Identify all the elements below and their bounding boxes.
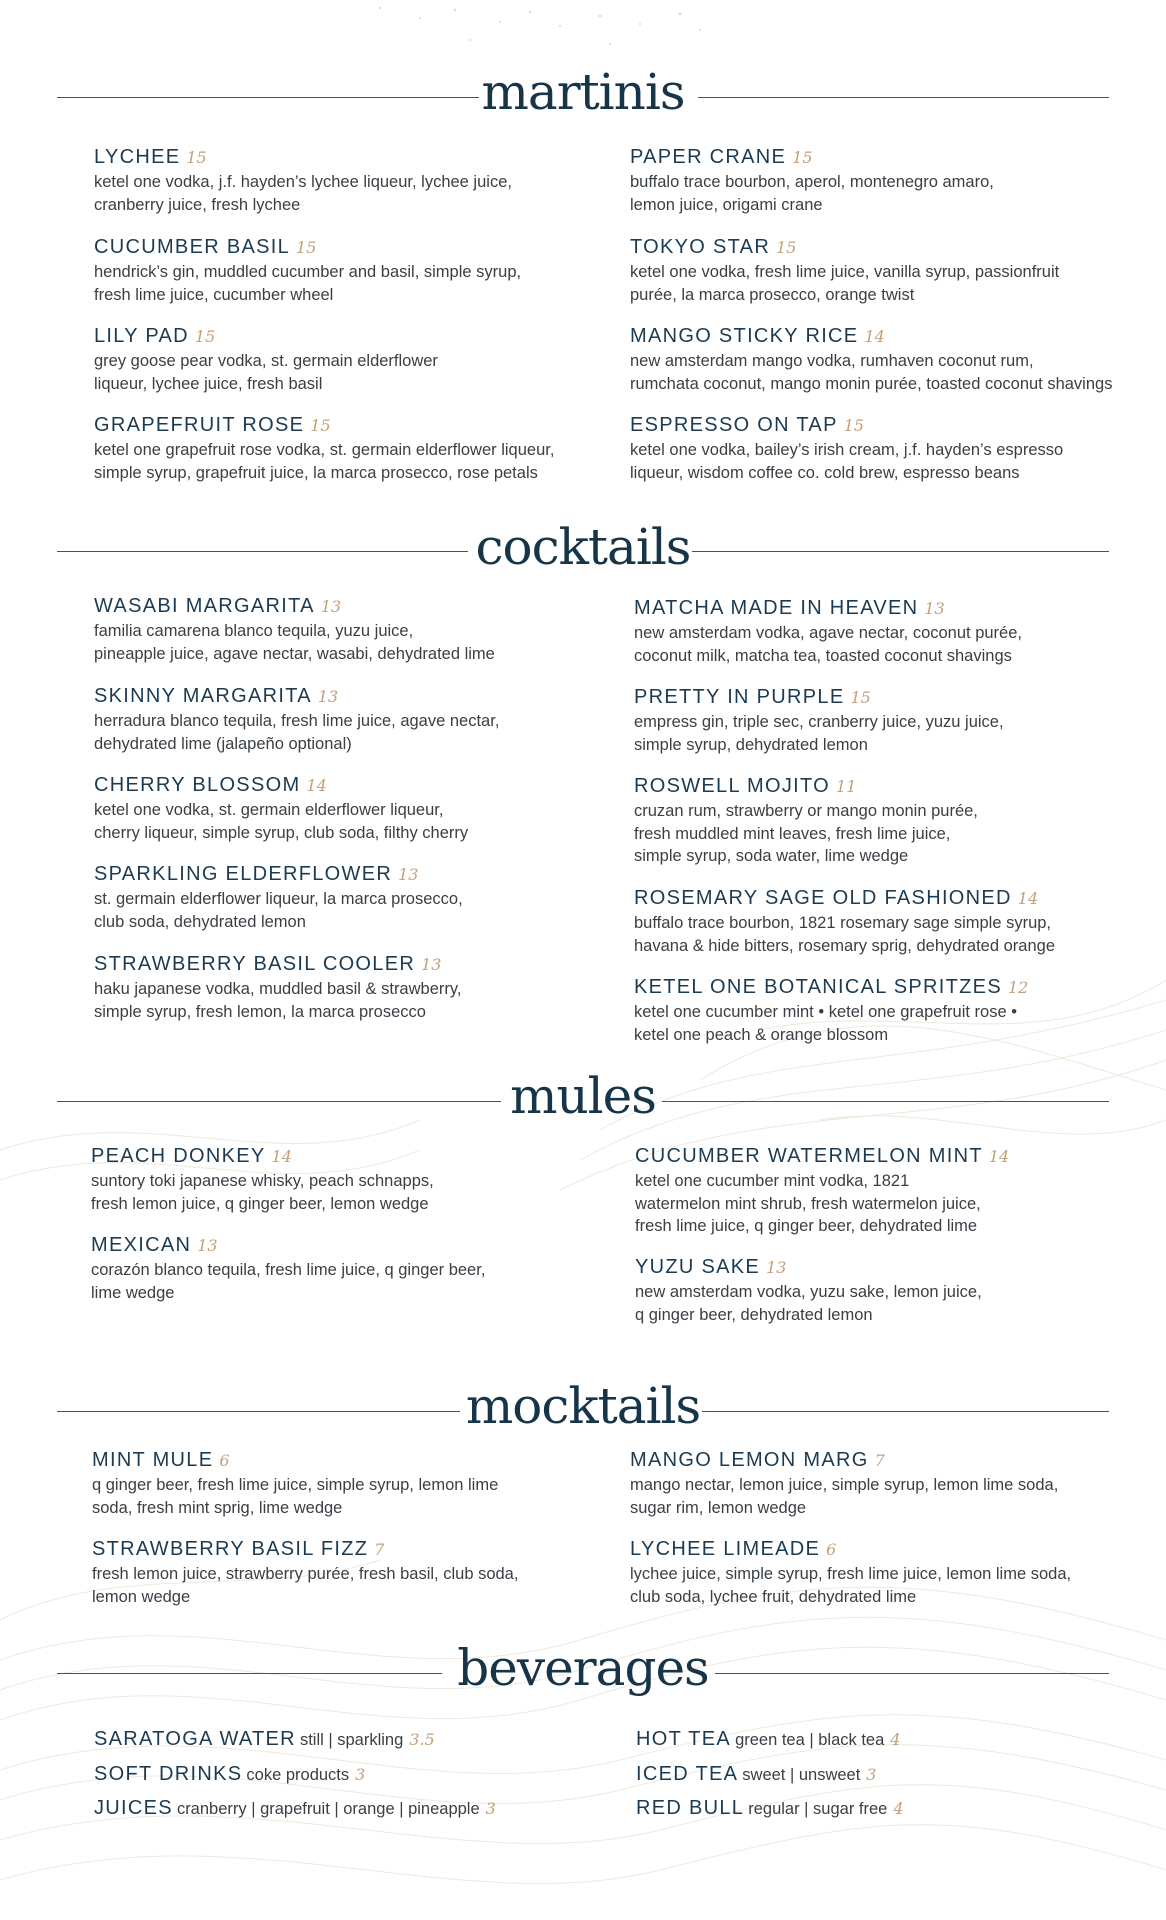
item-description: herradura blanco tequila, fresh lime juice, agave nectar, dehydrated lime (jalapeño optional)	[94, 712, 500, 753]
item-description: ketel one vodka, st. germain elderflower liqueur, cherry liqueur, simple syrup, club soda, filthy cherry	[94, 801, 469, 842]
mules-section-title: mules	[510, 1067, 656, 1125]
item-price: 6	[219, 1451, 230, 1470]
item-price: 6	[826, 1540, 837, 1559]
item-price: 14	[271, 1147, 292, 1166]
item-description: grey goose pear vodka, st. germain elderflower liqueur, lychee juice, fresh basil	[94, 352, 438, 393]
item-price: 12	[1007, 978, 1029, 997]
item-name: MANGO STICKY RICE	[630, 325, 859, 347]
item-name: CUCUMBER BASIL	[94, 236, 291, 258]
beverages-section-title: beverages	[457, 1639, 709, 1697]
item-description: fresh lemon juice, strawberry purée, fresh basil, club soda, lemon wedge	[92, 1565, 519, 1606]
item-name: LILY PAD	[94, 325, 189, 347]
item-description: lychee juice, simple syrup, fresh lime juice, lemon lime soda, club soda, lychee fruit, dehydrated lime	[630, 1565, 1072, 1606]
item-name: PEACH DONKEY	[91, 1145, 266, 1167]
item-name: LYCHEE	[94, 146, 181, 168]
menu-item-mango-lemon-marg	[630, 1448, 1058, 1519]
item-price: 7	[874, 1451, 885, 1470]
menu-item-lychee	[94, 145, 512, 216]
menu-item-wasabi-margarita	[94, 594, 495, 665]
item-price: 3	[866, 1765, 877, 1784]
menu-item-mango-sticky-rice	[630, 324, 1112, 395]
beverage-soft-drinks	[94, 1762, 365, 1787]
item-options: coke products	[246, 1766, 350, 1784]
item-name: STRAWBERRY BASIL COOLER	[94, 953, 416, 975]
item-description: new amsterdam mango vodka, rumhaven coconut rum, rumchata coconut, mango monin purée, toasted coconut shavings	[630, 352, 1113, 393]
item-name: CUCUMBER WATERMELON MINT	[635, 1145, 983, 1167]
item-description: ketel one cucumber mint • ketel one grapefruit rose • ketel one peach & orange blossom	[634, 1003, 1017, 1044]
item-name: PRETTY IN PURPLE	[634, 686, 845, 708]
item-price: 15	[310, 416, 331, 435]
item-price: 15	[194, 327, 216, 346]
item-price: 4	[893, 1799, 904, 1818]
menu-item-rosemary-sage-old-fashioned	[634, 886, 1055, 957]
menu-item-cherry-blossom	[94, 773, 468, 844]
item-price: 7	[374, 1540, 385, 1559]
item-description: hendrick’s gin, muddled cucumber and basil, simple syrup, fresh lime juice, cucumber wheel	[94, 263, 522, 304]
item-description: cruzan rum, strawberry or mango monin purée, fresh muddled mint leaves, fresh lime juice, simple syrup, soda water, lime wedge	[634, 802, 978, 865]
martinis-section-title: martinis	[481, 63, 685, 121]
menu-item-skinny-margarita	[94, 684, 499, 755]
item-options: cranberry | grapefruit | orange | pineapple	[176, 1800, 480, 1818]
beverage-red-bull	[636, 1796, 904, 1821]
item-name: SARATOGA WATER	[94, 1728, 296, 1750]
menu-item-lychee-limeade	[630, 1537, 1071, 1608]
item-price: 13	[766, 1258, 787, 1277]
item-price: 13	[317, 687, 339, 706]
item-name: KETEL ONE BOTANICAL SPRITZES	[634, 976, 1002, 998]
beverage-iced-tea	[636, 1762, 876, 1787]
item-description: ketel one vodka, fresh lime juice, vanilla syrup, passionfruit purée, la marca prosecco, orange twist	[630, 263, 1060, 304]
item-options: sweet | unsweet	[742, 1766, 861, 1784]
item-name: MINT MULE	[92, 1449, 214, 1471]
item-options: regular | sugar free	[748, 1800, 888, 1818]
item-name: ROSWELL MOJITO	[634, 775, 831, 797]
item-name: LYCHEE LIMEADE	[630, 1538, 821, 1560]
item-description: corazón blanco tequila, fresh lime juice, q ginger beer, lime wedge	[91, 1261, 486, 1302]
item-price: 13	[421, 955, 442, 974]
item-description: ketel one grapefruit rose vodka, st. germain elderflower liqueur, simple syrup, grapefruit juice, la marca prosecco, rose petals	[94, 441, 555, 482]
menu-item-mint-mule	[92, 1448, 498, 1519]
item-description: ketel one cucumber mint vodka, 1821 watermelon mint shrub, fresh watermelon juice, fresh lime juice, q ginger beer, dehydrated lime	[635, 1172, 981, 1235]
menu-item-strawberry-basil-cooler	[94, 952, 461, 1023]
item-name: RED BULL	[636, 1797, 745, 1819]
cocktails-section-title: cocktails	[475, 518, 691, 576]
item-price: 13	[320, 597, 342, 616]
menu-item-lily-pad	[94, 324, 438, 395]
item-options: green tea | black tea	[735, 1731, 885, 1749]
item-price: 15	[296, 238, 317, 257]
item-description: ketel one vodka, bailey’s irish cream, j.f. hayden’s espresso liqueur, wisdom coffee co. cold brew, espresso beans	[630, 441, 1064, 482]
menu-item-peach-donkey	[91, 1144, 434, 1215]
item-price: 15	[776, 238, 797, 257]
item-name: GRAPEFRUIT ROSE	[94, 414, 305, 436]
item-name: MANGO LEMON MARG	[630, 1449, 869, 1471]
item-price: 14	[988, 1147, 1010, 1166]
item-description: new amsterdam vodka, agave nectar, coconut purée, coconut milk, matcha tea, toasted coconut shavings	[634, 624, 1022, 665]
menu-item-strawberry-basil-fizz	[92, 1537, 518, 1608]
item-price: 15	[186, 148, 207, 167]
item-name: JUICES	[94, 1797, 173, 1819]
item-price: 15	[843, 416, 865, 435]
menu-item-pretty-in-purple	[634, 685, 1004, 756]
item-description: st. germain elderflower liqueur, la marca prosecco, club soda, dehydrated lemon	[94, 890, 463, 931]
item-price: 13	[924, 599, 945, 618]
menu-item-espresso-on-tap	[630, 413, 1063, 484]
menu-item-tokyo-star	[630, 235, 1059, 306]
menu-item-ketel-one-botanical-spritzes	[634, 975, 1028, 1046]
mocktails-section-title: mocktails	[465, 1377, 701, 1435]
menu-item-matcha-made-in-heaven	[634, 596, 1022, 667]
item-name: ESPRESSO ON TAP	[630, 414, 838, 436]
menu-item-grapefruit-rose	[94, 413, 554, 484]
menu-item-yuzu-sake	[635, 1255, 982, 1326]
item-name: ICED TEA	[636, 1763, 739, 1785]
item-description: new amsterdam vodka, yuzu sake, lemon juice, q ginger beer, dehydrated lemon	[635, 1283, 982, 1324]
menu-item-cucumber-basil	[94, 235, 521, 306]
beverage-hot-tea	[636, 1727, 900, 1752]
item-price: 3	[355, 1765, 366, 1784]
menu-item-paper-crane	[630, 145, 994, 216]
item-options: still | sparkling	[299, 1731, 404, 1749]
item-name: ROSEMARY SAGE OLD FASHIONED	[634, 887, 1012, 909]
item-price: 15	[850, 688, 871, 707]
item-name: HOT TEA	[636, 1728, 732, 1750]
item-price: 15	[792, 148, 813, 167]
item-name: SOFT DRINKS	[94, 1763, 243, 1785]
item-price: 13	[398, 865, 419, 884]
item-description: suntory toki japanese whisky, peach schnapps, fresh lemon juice, q ginger beer, lemon wedge	[91, 1172, 434, 1213]
item-name: TOKYO STAR	[630, 236, 771, 258]
menu-item-cucumber-watermelon-mint	[635, 1144, 1009, 1238]
beverage-saratoga-water	[94, 1727, 435, 1752]
item-description: mango nectar, lemon juice, simple syrup, lemon lime soda, sugar rim, lemon wedge	[630, 1476, 1059, 1517]
menu-item-sparkling-elderflower	[94, 862, 463, 933]
item-description: empress gin, triple sec, cranberry juice, yuzu juice, simple syrup, dehydrated lemon	[634, 713, 1004, 754]
item-description: ketel one vodka, j.f. hayden’s lychee liqueur, lychee juice, cranberry juice, fresh lychee	[94, 173, 512, 214]
item-description: buffalo trace bourbon, aperol, montenegro amaro, lemon juice, origami crane	[630, 173, 994, 214]
item-name: SPARKLING ELDERFLOWER	[94, 863, 393, 885]
menu-item-roswell-mojito	[634, 774, 978, 868]
item-price: 14	[306, 776, 327, 795]
item-price: 3	[485, 1799, 496, 1818]
item-price: 11	[836, 777, 857, 796]
item-name: CHERRY BLOSSOM	[94, 774, 301, 796]
item-price: 14	[1017, 889, 1039, 908]
item-price: 13	[197, 1236, 218, 1255]
item-price: 14	[864, 327, 885, 346]
menu-item-mexican	[91, 1233, 485, 1304]
item-price: 3.5	[409, 1730, 435, 1749]
item-name: MATCHA MADE IN HEAVEN	[634, 597, 919, 619]
item-description: familia camarena blanco tequila, yuzu juice, pineapple juice, agave nectar, wasabi, dehydrated lime	[94, 622, 495, 663]
item-description: q ginger beer, fresh lime juice, simple syrup, lemon lime soda, fresh mint sprig, lime wedge	[92, 1476, 499, 1517]
item-name: MEXICAN	[91, 1234, 192, 1256]
item-name: SKINNY MARGARITA	[94, 685, 312, 707]
item-name: WASABI MARGARITA	[94, 595, 315, 617]
item-description: buffalo trace bourbon, 1821 rosemary sage simple syrup, havana & hide bitters, rosemary sprig, dehydrated orange	[634, 914, 1055, 955]
item-description: haku japanese vodka, muddled basil & strawberry, simple syrup, fresh lemon, la marca prosecco	[94, 980, 462, 1021]
item-name: STRAWBERRY BASIL FIZZ	[92, 1538, 369, 1560]
beverage-juices	[94, 1796, 496, 1821]
item-name: YUZU SAKE	[635, 1256, 761, 1278]
item-price: 4	[890, 1730, 901, 1749]
item-name: PAPER CRANE	[630, 146, 787, 168]
